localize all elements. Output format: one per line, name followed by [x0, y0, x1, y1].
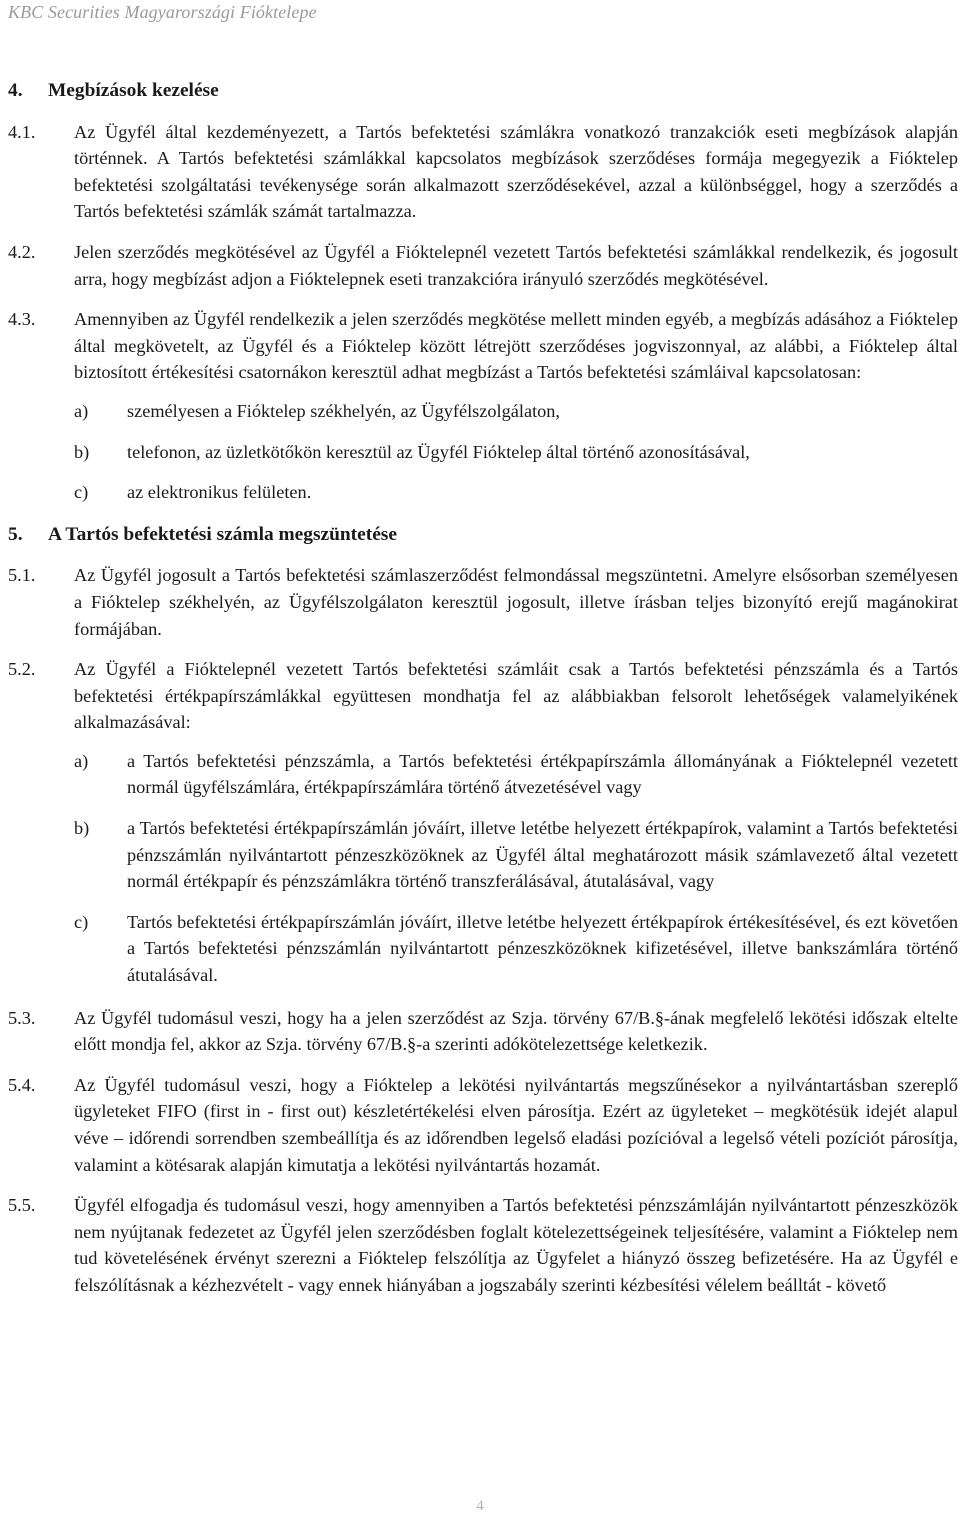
paragraph-number: 4.2.: [8, 241, 36, 262]
paragraph-number: 5.1.: [8, 565, 36, 586]
paragraph-text: Az Ügyfél tudomásul veszi, hogy a Fióktelep a lekötési nyilvántartás megszűnésekor a nyilvántartásban szereplő ügyleteket FIFO (first in - first out) készletértékelési elven párosítja. Ezért az ügyleteket – megkötésük idejét alapul véve – időrendi sorrendben szembeállítja és az időrendben legelső eladási pozícióval a legelső vételi pozíciót párosítja, valamint a kötésarak alapján kimutatja a lekötési nyilvántartás hozamát.: [74, 1074, 958, 1175]
list-item-label: c): [74, 911, 89, 932]
document-body: [8, 78, 958, 1313]
paragraph: [8, 1192, 958, 1298]
paragraph-text: Az Ügyfél a Fióktelepnél vezetett Tartós befektetési számláit csak a Tartós befektetési pénzszámla és a Tartós befektetési értékpapírszámlákkal együttesen mondhatja fel az alábbiakban felsorolt lehetőségek valamelyikének alkalmazásával:: [74, 659, 958, 733]
paragraph: [8, 1005, 958, 1058]
section-title: [8, 522, 958, 549]
paragraph-number: 4.3.: [8, 309, 36, 330]
list-item-text: az elektronikus felületen.: [127, 482, 312, 503]
paragraph-number: 4.1.: [8, 121, 36, 142]
page-number: 4: [476, 1498, 484, 1514]
paragraph: [8, 656, 958, 736]
section-heading: Megbízások kezelése: [48, 80, 219, 101]
list-item-label: b): [74, 441, 90, 462]
list-item: [74, 909, 958, 989]
paragraph-number: 5.2.: [8, 659, 36, 680]
list-item-text: Tartós befektetési értékpapírszámlán jóváírt, illetve letétbe helyezett értékpapírok értékesítésével, és ezt követően a Tartós befektetési pénzszámlán nyilvántartott pénzeszközöknek kifizetésével, illetve bankszámlára történő átutalásával.: [127, 911, 958, 986]
paragraph: [8, 1072, 958, 1178]
list-item: [74, 748, 958, 801]
list-item: [74, 815, 958, 895]
list-item-label: a): [74, 400, 89, 421]
list-item-text: a Tartós befektetési értékpapírszámlán jóváírt, illetve letétbe helyezett értékpapírok, valamint a Tartós befektetési pénzszámlán nyilvántartott pénzeszközöknek az Ügyfél által meghatározott másik számlavezető által vezetett normál értékpapír és pénzszámlákra történő transzferálásával, átutalásával, vagy: [127, 818, 958, 892]
paragraph: [8, 562, 958, 642]
paragraph-text: Amennyiben az Ügyfél rendelkezik a jelen szerződés megkötése mellett minden egyéb, a megbízás adásához a Fióktelep által megkövetelt, az Ügyfél és a Fióktelep között létrejött szerződéses jogviszonnyal, az alábbi, a Fióktelep által biztosított értékesítési csatornákon keresztül adhat megbízást a Tartós befektetési számláival kapcsolatosan:: [74, 309, 958, 383]
section-number: 5.: [8, 523, 23, 545]
list-item-label: c): [74, 482, 89, 503]
paragraph-text: Ügyfél elfogadja és tudomásul veszi, hogy amennyiben a Tartós befektetési pénzszámláján nyilvántartott pénzeszközök nem nyújtanak fedezetet az Ügyfél jelen szerződésben foglalt kötelezettségeinek teljesítésére, valamint a Fióktelep nem tud követelésének érvényt szerezni a Fióktelep felszólítja az Ügyfelet a hiányzó összeg befizetésére. Ha az Ügyfél e felszólításnak a kézhezvételt - vagy ennek hiányában a jogszabály szerinti kézbesítési vélelem beálltát - követő: [74, 1195, 958, 1295]
list-item: [74, 398, 958, 425]
section-title: [8, 78, 958, 105]
paragraph: [8, 119, 958, 225]
list-item-text: a Tartós befektetési pénzszámla, a Tartós befektetési értékpapírszámla állományának a Fióktelepnél vezetett normál ügyfélszámlára, értékpapírszámlára történő átvezetésével vagy: [127, 750, 958, 798]
paragraph-text: Az Ügyfél tudomásul veszi, hogy ha a jelen szerződést az Szja. törvény 67/B.§-ának megfelelő lekötési időszak eltelte előtt mondja fel, akkor az Szja. törvény 67/B.§-a szerinti adókötelezettsége keletkezik.: [74, 1007, 958, 1055]
lettered-list: [74, 748, 958, 989]
paragraph-text: Az Ügyfél által kezdeményezett, a Tartós befektetési számlákra vonatkozó tranzakciók eseti megbízások alapján történnek. A Tartós befektetési számlákkal kapcsolatos megbízások szerződéses formája megegyezik a Fióktelep befektetési szolgáltatási tevékenysége során alkalmazott szerződésekével, azzal a különbséggel, hogy a szerződés a Tartós befektetési számlák számát tartalmazza.: [74, 121, 958, 222]
list-item: [74, 439, 958, 466]
running-header: KBC Securities Magyarországi Fióktelepe: [8, 2, 317, 22]
list-item-text: telefonon, az üzletkötőkön keresztül az Ügyfél Fióktelep által történő azonosításával,: [127, 441, 750, 462]
lettered-list: [74, 398, 958, 506]
list-item-label: a): [74, 750, 89, 771]
paragraph-text: Az Ügyfél jogosult a Tartós befektetési számlaszerződést felmondással megszüntetni. Amelyre elsősorban személyesen a Fióktelep székhelyén, az Ügyfélszolgálaton keresztül jogosult, illetve írásban teljes bizonyító erejű magánokirat formájában.: [74, 565, 958, 639]
paragraph-number: 5.4.: [8, 1074, 36, 1095]
section-number: 4.: [8, 80, 23, 101]
list-item-text: személyesen a Fióktelep székhelyén, az Ügyfélszolgálaton,: [127, 400, 561, 421]
paragraph-number: 5.3.: [8, 1007, 36, 1028]
paragraph: [8, 239, 958, 292]
section-heading: A Tartós befektetési számla megszüntetése: [48, 523, 397, 545]
paragraph: [8, 306, 958, 386]
list-item: [74, 479, 958, 506]
list-item-label: b): [74, 818, 90, 839]
paragraph-number: 5.5.: [8, 1195, 36, 1216]
paragraph-text: Jelen szerződés megkötésével az Ügyfél a Fióktelepnél vezetett Tartós befektetési számlákkal rendelkezik, és jogosult arra, hogy megbízást adjon a Fióktelepnek eseti tranzakcióra irányuló szerződés megkötésével.: [74, 241, 958, 289]
